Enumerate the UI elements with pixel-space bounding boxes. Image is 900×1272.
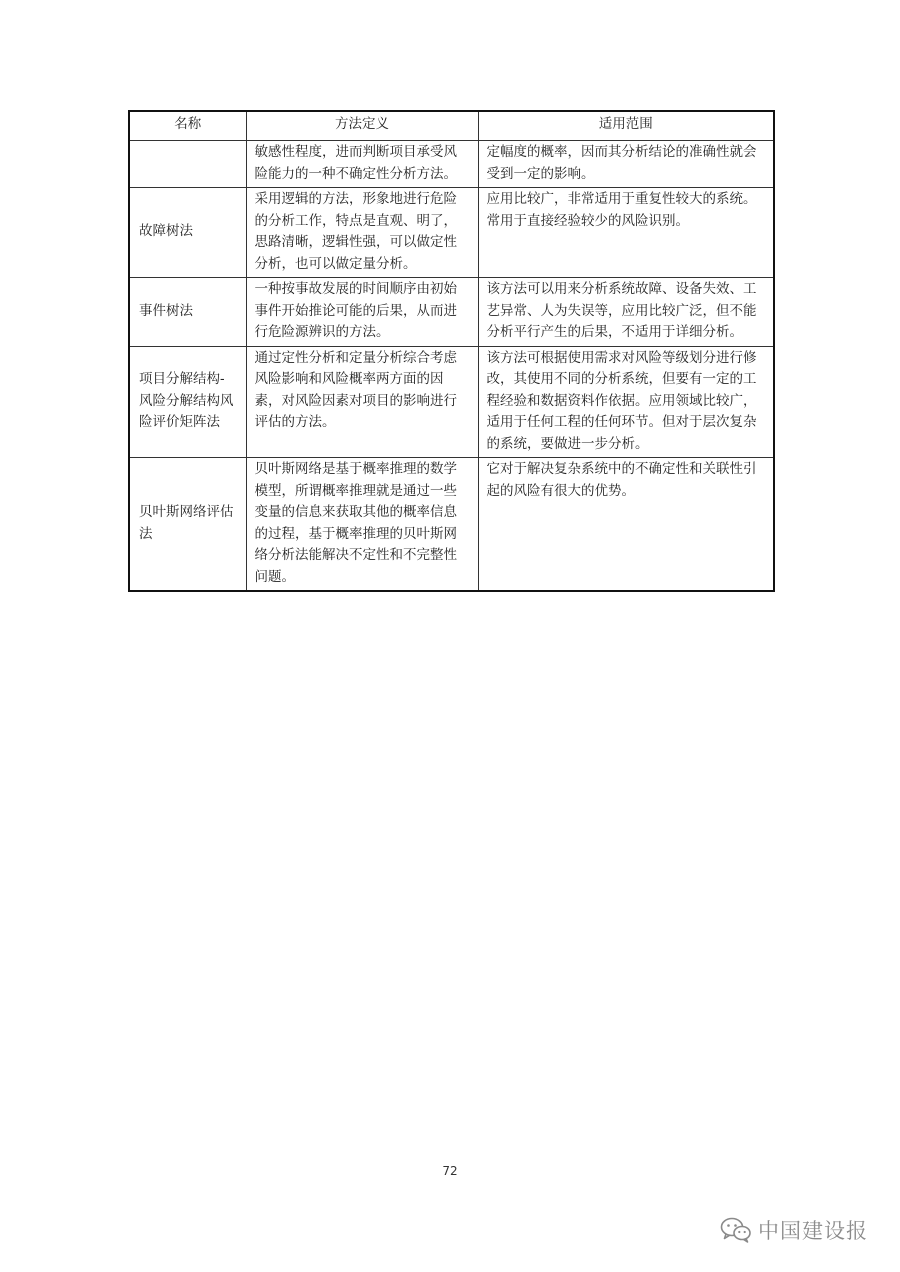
method-name-cell: 事件树法 — [129, 278, 246, 347]
wechat-icon — [720, 1217, 752, 1243]
table-row — [129, 278, 774, 347]
header-scope: 适用范围 — [478, 111, 774, 141]
method-definition-cell: 一种按事故发展的时间顺序由初始事件开始推论可能的后果，从而进行危险源辨识的方法。 — [246, 278, 478, 347]
table-row — [129, 346, 774, 458]
method-name-cell: 故障树法 — [129, 188, 246, 278]
table-row — [129, 141, 774, 188]
method-name-cell: 项目分解结构-风险分解结构风险评价矩阵法 — [129, 346, 246, 458]
watermark-text: 中国建设报 — [758, 1219, 868, 1243]
method-scope-cell: 该方法可根据使用需求对风险等级划分进行修改，其使用不同的分析系统，但要有一定的工程经验和数据资料作依据。应用领域比较广，适用于任何工程的任何环节。但对于层次复杂的系统，要做进一步分析。 — [478, 346, 774, 458]
method-scope-cell: 定幅度的概率，因而其分析结论的准确性就会受到一定的影响。 — [478, 141, 774, 188]
method-definition-cell: 敏感性程度，进而判断项目承受风险能力的一种不确定性分析方法。 — [246, 141, 478, 188]
watermark — [720, 1215, 868, 1245]
table-row — [129, 188, 774, 278]
page-number: 72 — [442, 1164, 458, 1178]
header-name: 名称 — [129, 111, 246, 141]
risk-method-table — [128, 110, 775, 592]
method-name-cell — [129, 141, 246, 188]
table-header-row — [129, 111, 774, 141]
method-definition-cell: 采用逻辑的方法，形象地进行危险的分析工作，特点是直观、明了，思路清晰，逻辑性强，可以做定性分析，也可以做定量分析。 — [246, 188, 478, 278]
method-definition-cell: 通过定性分析和定量分析综合考虑风险影响和风险概率两方面的因素，对风险因素对项目的影响进行评估的方法。 — [246, 346, 478, 458]
table-row — [129, 458, 774, 592]
method-name-cell: 贝叶斯网络评估法 — [129, 458, 246, 592]
method-scope-cell: 应用比较广，非常适用于重复性较大的系统。常用于直接经验较少的风险识别。 — [478, 188, 774, 278]
method-scope-cell: 该方法可以用来分析系统故障、设备失效、工艺异常、人为失误等，应用比较广泛，但不能分析平行产生的后果，不适用于详细分析。 — [478, 278, 774, 347]
method-scope-cell: 它对于解决复杂系统中的不确定性和关联性引起的风险有很大的优势。 — [478, 458, 774, 592]
method-definition-cell: 贝叶斯网络是基于概率推理的数学模型，所谓概率推理就是通过一些变量的信息来获取其他的概率信息的过程，基于概率推理的贝叶斯网络分析法能解决不定性和不完整性问题。 — [246, 458, 478, 592]
header-definition: 方法定义 — [246, 111, 478, 141]
